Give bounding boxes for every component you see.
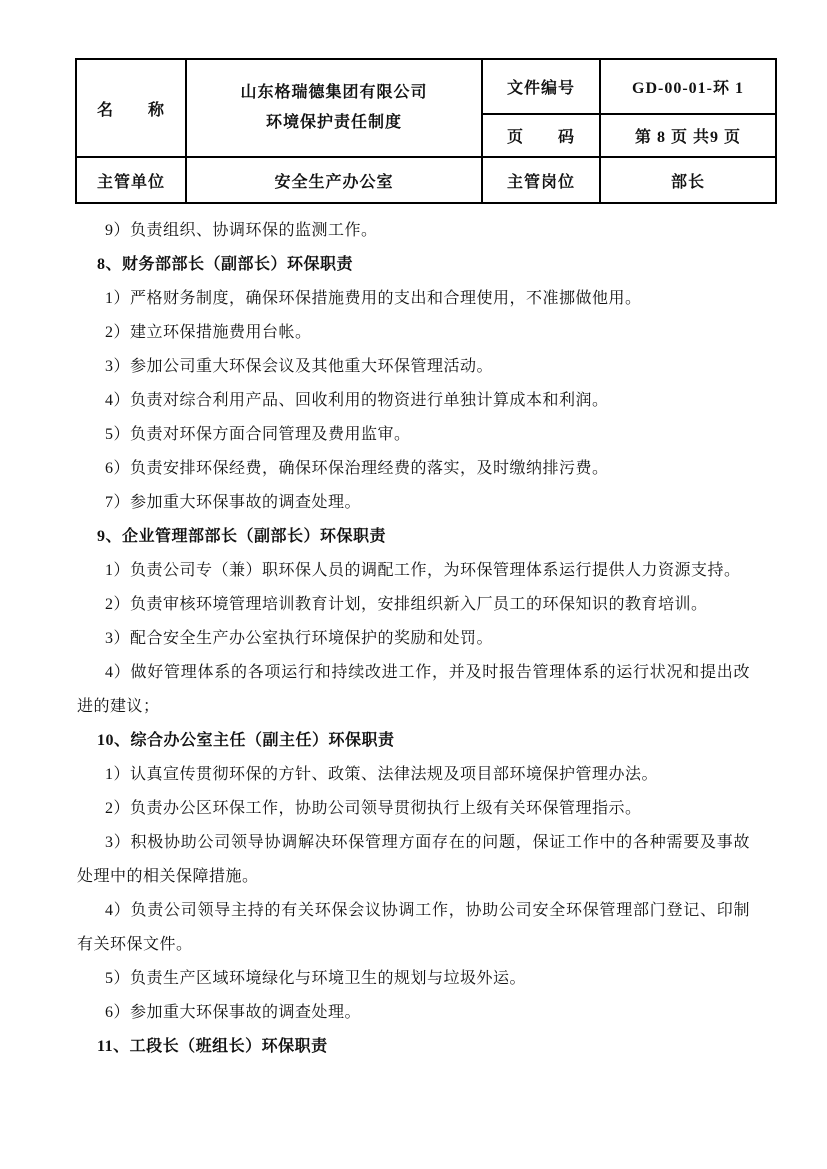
section-heading: 11、工段长（班组长）环保职责 <box>97 1038 328 1055</box>
supervising-post-value-cell: 部长 <box>600 157 776 203</box>
body-paragraph: 3）参加公司重大环保会议及其他重大环保管理活动。 <box>105 358 494 375</box>
section-heading: 8、财务部部长（副部长）环保职责 <box>97 256 354 273</box>
company-name-line: 山东格瑞德集团有限公司 <box>240 84 428 101</box>
body-paragraph: 1）严格财务制度，确保环保措施费用的支出和合理使用，不准挪做他用。 <box>105 290 642 307</box>
body-paragraph: 1）负责公司专（兼）职环保人员的调配工作，为环保管理体系运行提供人力资源支持。 <box>105 562 741 579</box>
section-heading: 10、综合办公室主任（副主任）环保职责 <box>97 732 395 749</box>
body-paragraph: 4）做好管理体系的各项运行和持续改进工作，并及时报告管理体系的运行状况和提出改进的建议； <box>77 664 750 715</box>
doc-number-value-cell: GD-00-01-环 1 <box>600 59 776 114</box>
document-body <box>77 214 750 1064</box>
supervising-post-label-cell: 主管岗位 <box>482 157 600 203</box>
body-paragraph: 4）负责公司领导主持的有关环保会议协调工作，协助公司安全环保管理部门登记、印制有关环保文件。 <box>77 902 750 953</box>
body-paragraph: 6）参加重大环保事故的调查处理。 <box>105 1004 362 1021</box>
name-value-cell <box>186 59 482 157</box>
body-paragraph: 9）负责组织、协调环保的监测工作。 <box>105 222 378 239</box>
body-paragraph: 3）积极协助公司领导协调解决环保管理方面存在的问题，保证工作中的各种需要及事故处理中的相关保障措施。 <box>77 834 750 885</box>
page-number-value-cell: 第 8 页 共9 页 <box>600 114 776 157</box>
document-title-line: 环境保护责任制度 <box>265 114 402 131</box>
section-heading: 9、企业管理部部长（副部长）环保职责 <box>97 528 387 545</box>
supervising-unit-value-cell: 安全生产办公室 <box>186 157 482 203</box>
body-paragraph: 5）负责生产区域环境绿化与环境卫生的规划与垃圾外运。 <box>105 970 527 987</box>
body-paragraph: 2）负责办公区环保工作，协助公司领导贯彻执行上级有关环保管理指示。 <box>105 800 642 817</box>
name-label-cell: 名 称 <box>76 59 186 157</box>
body-paragraph: 6）负责安排环保经费，确保环保治理经费的落实，及时缴纳排污费。 <box>105 460 609 477</box>
supervising-unit-label-cell: 主管单位 <box>76 157 186 203</box>
body-paragraph: 2）建立环保措施费用台帐。 <box>105 324 312 341</box>
body-paragraph: 4）负责对综合利用产品、回收利用的物资进行单独计算成本和利润。 <box>105 392 609 409</box>
document-header-table <box>75 58 777 204</box>
body-paragraph: 3）配合安全生产办公室执行环境保护的奖励和处罚。 <box>105 630 494 647</box>
page-number-label-cell: 页 码 <box>482 114 600 157</box>
body-paragraph: 1）认真宣传贯彻环保的方针、政策、法律法规及项目部环境保护管理办法。 <box>105 766 659 783</box>
body-paragraph: 5）负责对环保方面合同管理及费用监审。 <box>105 426 411 443</box>
body-paragraph: 2）负责审核环境管理培训教育计划，安排组织新入厂员工的环保知识的教育培训。 <box>105 596 708 613</box>
body-paragraph: 7）参加重大环保事故的调查处理。 <box>105 494 362 511</box>
doc-number-label-cell: 文件编号 <box>482 59 600 114</box>
